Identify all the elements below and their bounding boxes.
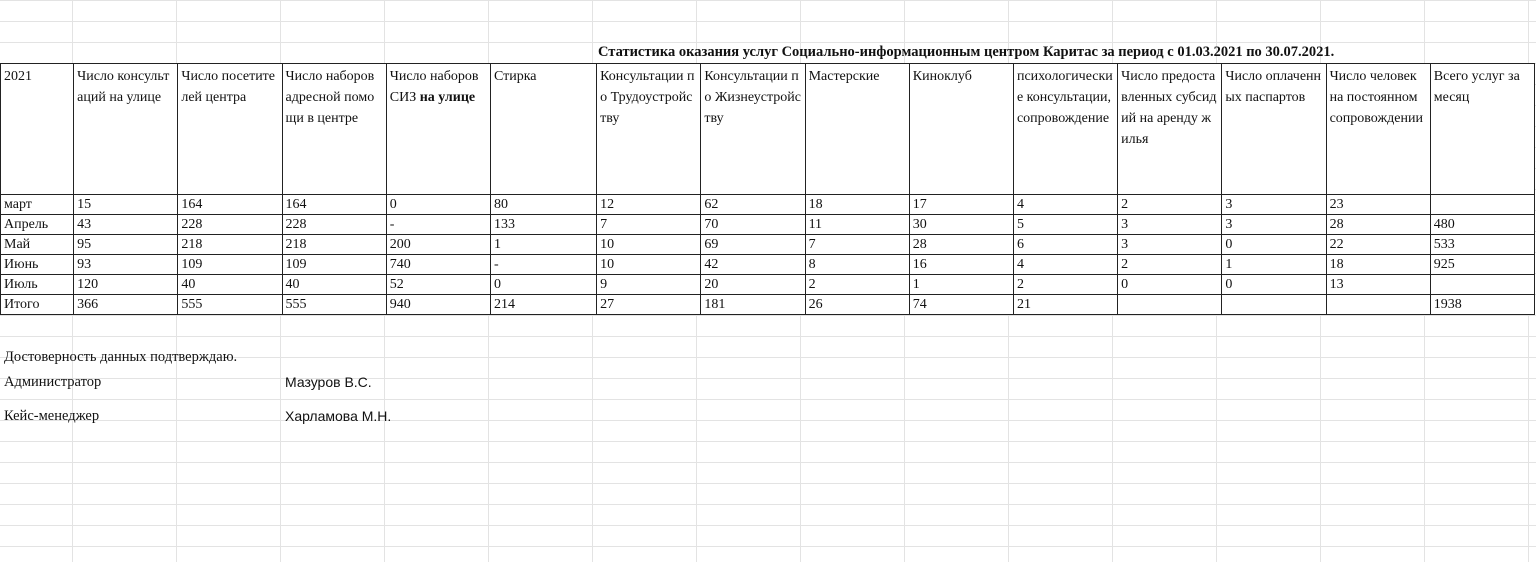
table-cell[interactable]: 214 <box>490 295 596 315</box>
table-cell[interactable]: 11 <box>805 215 909 235</box>
table-cell[interactable]: 40 <box>178 275 282 295</box>
table-cell[interactable]: 2 <box>1118 195 1222 215</box>
column-header[interactable]: Число оплаченных паспартов <box>1222 64 1326 195</box>
table-cell[interactable]: 69 <box>701 235 805 255</box>
column-header[interactable]: психологические консультации, сопровождение <box>1013 64 1117 195</box>
case-manager-name: Харламова М.Н. <box>285 408 392 424</box>
table-cell[interactable]: 940 <box>386 295 490 315</box>
column-header[interactable]: 2021 <box>1 64 74 195</box>
table-cell[interactable]: 109 <box>282 255 386 275</box>
table-cell[interactable]: 1938 <box>1430 295 1534 315</box>
table-cell[interactable]: Июль <box>1 275 74 295</box>
table-cell[interactable]: 95 <box>74 235 178 255</box>
table-cell[interactable]: 228 <box>178 215 282 235</box>
table-cell[interactable] <box>1118 295 1222 315</box>
table-row <box>1 235 1535 255</box>
column-header[interactable]: Число посетителей центра <box>178 64 282 195</box>
table-cell[interactable]: 0 <box>1222 235 1326 255</box>
table-cell[interactable]: 1 <box>909 275 1013 295</box>
table-cell[interactable] <box>1430 275 1534 295</box>
table-cell[interactable] <box>1222 295 1326 315</box>
table-cell[interactable]: 12 <box>597 195 701 215</box>
column-header[interactable]: Число наборов адресной помощи в центре <box>282 64 386 195</box>
table-cell[interactable]: 925 <box>1430 255 1534 275</box>
column-header[interactable]: Всего услуг за месяц <box>1430 64 1534 195</box>
table-cell[interactable] <box>1430 195 1534 215</box>
table-cell[interactable]: 5 <box>1013 215 1117 235</box>
column-header[interactable]: Мастерские <box>805 64 909 195</box>
table-cell[interactable]: - <box>490 255 596 275</box>
table-cell[interactable]: 18 <box>1326 255 1430 275</box>
table-cell[interactable]: 8 <box>805 255 909 275</box>
table-cell[interactable]: Апрель <box>1 215 74 235</box>
table-cell[interactable]: 22 <box>1326 235 1430 255</box>
table-cell[interactable]: 2 <box>805 275 909 295</box>
table-cell[interactable]: 28 <box>1326 215 1430 235</box>
report-title: Статистика оказания услуг Социально-информационным центром Каритас за период с 01.03.2021 по 30.07.2021. <box>598 44 1335 60</box>
table-cell[interactable]: 0 <box>1118 275 1222 295</box>
statistics-table <box>0 63 1535 315</box>
table-cell[interactable]: 120 <box>74 275 178 295</box>
table-cell[interactable]: 42 <box>701 255 805 275</box>
column-header[interactable]: Число консультаций на улице <box>74 64 178 195</box>
table-cell[interactable]: 13 <box>1326 275 1430 295</box>
table-cell[interactable]: 7 <box>805 235 909 255</box>
table-cell[interactable]: 181 <box>701 295 805 315</box>
table-cell[interactable]: 6 <box>1013 235 1117 255</box>
table-cell[interactable]: 30 <box>909 215 1013 235</box>
table-cell[interactable]: 3 <box>1118 235 1222 255</box>
column-header[interactable]: Стирка <box>490 64 596 195</box>
table-cell[interactable]: 133 <box>490 215 596 235</box>
table-cell[interactable]: 52 <box>386 275 490 295</box>
table-cell[interactable]: 1 <box>1222 255 1326 275</box>
table-cell[interactable]: 26 <box>805 295 909 315</box>
table-cell[interactable]: Июнь <box>1 255 74 275</box>
table-cell[interactable]: 0 <box>490 275 596 295</box>
table-cell[interactable]: 555 <box>178 295 282 315</box>
table-cell[interactable]: 109 <box>178 255 282 275</box>
column-header[interactable]: Число наборов СИЗ на улице <box>386 64 490 195</box>
case-manager-role-label: Кейс-менеджер <box>4 408 100 424</box>
table-cell[interactable]: 21 <box>1013 295 1117 315</box>
table-cell[interactable] <box>1326 295 1430 315</box>
table-cell[interactable]: 10 <box>597 235 701 255</box>
table-cell[interactable]: 43 <box>74 215 178 235</box>
column-header[interactable]: Киноклуб <box>909 64 1013 195</box>
table-cell[interactable]: 218 <box>178 235 282 255</box>
table-cell[interactable]: 15 <box>74 195 178 215</box>
table-cell[interactable]: Май <box>1 235 74 255</box>
table-cell[interactable]: 62 <box>701 195 805 215</box>
table-cell[interactable]: 20 <box>701 275 805 295</box>
table-cell[interactable]: 16 <box>909 255 1013 275</box>
table-cell[interactable]: 740 <box>386 255 490 275</box>
table-cell[interactable]: 164 <box>282 195 386 215</box>
column-header[interactable]: Консультации по Жизнеустройству <box>701 64 805 195</box>
table-cell[interactable]: 1 <box>490 235 596 255</box>
header-row <box>1 64 1535 195</box>
table-cell[interactable]: 4 <box>1013 195 1117 215</box>
table-cell[interactable]: 4 <box>1013 255 1117 275</box>
table-cell[interactable]: 74 <box>909 295 1013 315</box>
table-row <box>1 295 1535 315</box>
table-cell[interactable]: 23 <box>1326 195 1430 215</box>
table-cell[interactable]: 17 <box>909 195 1013 215</box>
table-cell[interactable]: Итого <box>1 295 74 315</box>
table-row <box>1 195 1535 215</box>
table-cell[interactable]: 28 <box>909 235 1013 255</box>
table-cell[interactable]: 200 <box>386 235 490 255</box>
column-header[interactable]: Консультации по Трудоустройству <box>597 64 701 195</box>
table-cell[interactable]: 3 <box>1222 215 1326 235</box>
table-cell[interactable]: 27 <box>597 295 701 315</box>
column-header[interactable]: Число человек на постоянном сопровождении <box>1326 64 1430 195</box>
table-cell[interactable]: - <box>386 215 490 235</box>
table-cell[interactable]: 7 <box>597 215 701 235</box>
table-cell[interactable]: 10 <box>597 255 701 275</box>
table-cell[interactable]: 218 <box>282 235 386 255</box>
table-cell[interactable]: 9 <box>597 275 701 295</box>
table-cell[interactable]: 0 <box>386 195 490 215</box>
table-cell[interactable]: 164 <box>178 195 282 215</box>
table-cell[interactable]: 2 <box>1013 275 1117 295</box>
table-cell[interactable]: 366 <box>74 295 178 315</box>
table-row <box>1 255 1535 275</box>
table-cell[interactable]: 93 <box>74 255 178 275</box>
table-row <box>1 275 1535 295</box>
table-row <box>1 215 1535 235</box>
table-cell[interactable]: 70 <box>701 215 805 235</box>
confirmation-text: Достоверность данных подтверждаю. <box>4 349 238 365</box>
table-cell[interactable]: 18 <box>805 195 909 215</box>
table-cell[interactable]: 533 <box>1430 235 1534 255</box>
table-cell[interactable]: 3 <box>1118 215 1222 235</box>
table-cell[interactable]: 3 <box>1222 195 1326 215</box>
table-cell[interactable]: 80 <box>490 195 596 215</box>
table-cell[interactable]: 2 <box>1118 255 1222 275</box>
column-header[interactable]: Число предоставленных субсидий на аренду жилья <box>1118 64 1222 195</box>
table-cell[interactable]: 228 <box>282 215 386 235</box>
admin-name: Мазуров В.С. <box>285 374 372 390</box>
admin-role-label: Администратор <box>4 374 102 390</box>
table-cell[interactable]: 40 <box>282 275 386 295</box>
table-cell[interactable]: 555 <box>282 295 386 315</box>
table-cell[interactable]: март <box>1 195 74 215</box>
table-cell[interactable]: 0 <box>1222 275 1326 295</box>
table-cell[interactable]: 480 <box>1430 215 1534 235</box>
